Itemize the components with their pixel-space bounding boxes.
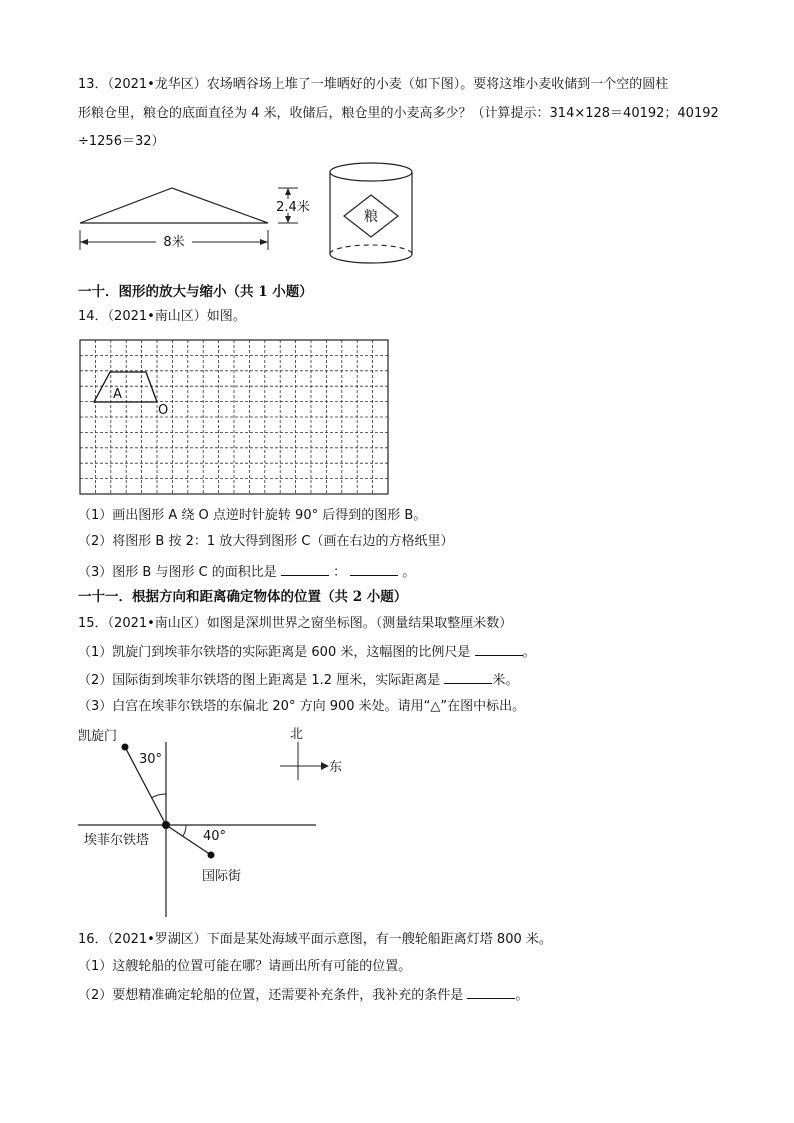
q14-sub-3: （3）图形 B 与图形 C 的面积比是 ： 。 <box>78 565 416 580</box>
q13-line-1: 13．（2021•龙华区）农场晒谷场上堆了一堆晒好的小麦（如下图）。要将这堆小麦收储到一个空的圆柱 <box>78 77 669 92</box>
shape-a-label: A <box>113 387 122 402</box>
answer-blank[interactable] <box>467 986 515 999</box>
q14-sub-2: （2）将图形 B 按 2：1 放大得到图形 C（画在右边的方格纸里） <box>78 534 454 549</box>
section-heading-10: 一十．图形的放大与缩小（共 1 小题） <box>78 284 313 300</box>
answer-blank[interactable] <box>444 671 492 684</box>
q14-intro: 14．（2021•南山区）如图。 <box>78 309 246 324</box>
point-o-label: O <box>158 403 169 418</box>
trapezoid-a <box>94 372 157 402</box>
world-window-map <box>78 722 348 922</box>
compass-east: 东 <box>329 760 343 775</box>
q15-sub-2: （2）国际街到埃菲尔铁塔的图上距离是 1.2 厘米，实际距离是 米。 <box>78 673 519 688</box>
label-street: 国际街 <box>202 869 242 884</box>
label-tower: 埃菲尔铁塔 <box>84 833 150 848</box>
wheat-pile-figure <box>70 180 330 260</box>
granary-cylinder-figure <box>328 160 428 272</box>
q16-intro: 16．（2021•罗湖区）下面是某处海域平面示意图，有一艘轮船距离灯塔 800 米。 <box>78 932 552 947</box>
angle-30: 30° <box>139 752 163 767</box>
q13-line-2: 形粮仓里，粮仓的底面直径为 4 米，收储后，粮仓里的小麦高多少？（计算提示：314×128＝40192；40192 <box>78 106 719 121</box>
compass-north: 北 <box>290 727 304 742</box>
square-grid-figure <box>80 340 390 495</box>
angle-40: 40° <box>203 829 227 844</box>
q15-intro: 15．（2021•南山区）如图是深圳世界之窗坐标图。（测量结果取整厘米数） <box>78 616 513 631</box>
q13-line-3: ÷1256＝32） <box>78 134 165 149</box>
answer-blank[interactable] <box>350 563 398 576</box>
q14-sub-1: （1）画出图形 A 绕 O 点逆时针旋转 90° 后得到的图形 B。 <box>78 508 427 523</box>
section-heading-11: 一十一．根据方向和距离确定物体的位置（共 2 小题） <box>78 589 408 605</box>
tower-point <box>162 821 170 829</box>
wheat-pile-triangle <box>80 188 268 223</box>
answer-blank[interactable] <box>475 643 523 656</box>
q15-sub-1: （1）凯旋门到埃菲尔铁塔的实际距离是 600 米，这幅图的比例尺是 。 <box>78 645 536 660</box>
q15-sub-3: （3）白宫在埃菲尔铁塔的东偏北 20° 方向 900 米处。请用“△”在图中标出。 <box>78 699 526 714</box>
compass-icon <box>280 742 329 780</box>
granary-label: 粮 <box>364 209 378 225</box>
q16-sub-1: （1）这艘轮船的位置可能在哪？请画出所有可能的位置。 <box>78 959 412 974</box>
street-point <box>208 852 215 859</box>
width-label: 8米 <box>163 235 185 250</box>
label-arch: 凯旋门 <box>78 729 118 744</box>
q16-sub-2: （2）要想精准确定轮船的位置，还需要补充条件，我补充的条件是 。 <box>78 988 529 1003</box>
height-label: 2.4米 <box>276 200 310 215</box>
answer-blank[interactable] <box>281 563 329 576</box>
arch-point <box>122 744 129 751</box>
